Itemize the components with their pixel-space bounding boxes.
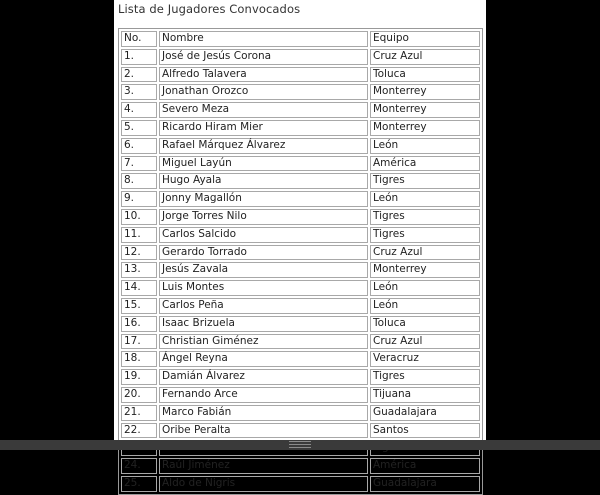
- cell-team: Guadalajara: [370, 405, 480, 421]
- table-row: [121, 156, 480, 172]
- table-row: [121, 334, 480, 350]
- cell-name: Ángel Reyna: [159, 351, 368, 367]
- cell-name: Damián Álvarez: [159, 369, 368, 385]
- cell-name: Severo Meza: [159, 102, 368, 118]
- cell-no: 15.: [121, 298, 157, 314]
- cell-no: 18.: [121, 351, 157, 367]
- cell-no: 19.: [121, 369, 157, 385]
- cell-name: Jonny Magallón: [159, 191, 368, 207]
- table-row: [121, 476, 480, 492]
- cell-name: Ricardo Hiram Mier: [159, 120, 368, 136]
- cell-no: 13.: [121, 262, 157, 278]
- cell-no: 7.: [121, 156, 157, 172]
- cell-name: José de Jesús Corona: [159, 49, 368, 65]
- cell-team: América: [370, 458, 480, 474]
- cell-name: Jorge Torres Nilo: [159, 209, 368, 225]
- cell-name: Isaac Brizuela: [159, 316, 368, 332]
- cell-team: Cruz Azul: [370, 334, 480, 350]
- cell-team: Cruz Azul: [370, 245, 480, 261]
- cell-no: 6.: [121, 138, 157, 154]
- cell-team: Monterrey: [370, 102, 480, 118]
- table-row: [121, 423, 480, 439]
- table-row: [121, 458, 480, 474]
- cell-name: Miguel Layún: [159, 156, 368, 172]
- cell-name: Alfredo Talavera: [159, 67, 368, 83]
- cell-no: 12.: [121, 245, 157, 261]
- cell-team: León: [370, 280, 480, 296]
- cell-no: 8.: [121, 173, 157, 189]
- header-no: No.: [121, 31, 157, 47]
- cell-name: Luis Montes: [159, 280, 368, 296]
- table-row: [121, 280, 480, 296]
- cell-team: Monterrey: [370, 84, 480, 100]
- cell-name: Oribe Peralta: [159, 423, 368, 439]
- table-row: [121, 351, 480, 367]
- cell-team: Tigres: [370, 173, 480, 189]
- table-row: [121, 138, 480, 154]
- table-row: [121, 369, 480, 385]
- table-row: [121, 209, 480, 225]
- cell-name: Marco Fabián: [159, 405, 368, 421]
- cell-name: Jonathan Orozco: [159, 84, 368, 100]
- table-row: [121, 84, 480, 100]
- cell-no: 16.: [121, 316, 157, 332]
- cell-no: 4.: [121, 102, 157, 118]
- cell-no: 17.: [121, 334, 157, 350]
- table-row: [121, 298, 480, 314]
- cell-team: Cruz Azul: [370, 49, 480, 65]
- cell-team: América: [370, 156, 480, 172]
- cell-no: 22.: [121, 423, 157, 439]
- cell-team: Tigres: [370, 369, 480, 385]
- cell-no: 21.: [121, 405, 157, 421]
- cell-team: Tigres: [370, 209, 480, 225]
- document-page: [114, 0, 486, 489]
- table-row: [121, 387, 480, 403]
- table-row: [121, 227, 480, 243]
- cell-name: Hugo Ayala: [159, 173, 368, 189]
- cell-no: 2.: [121, 67, 157, 83]
- cell-no: 24.: [121, 458, 157, 474]
- table-row: [121, 49, 480, 65]
- cell-team: León: [370, 298, 480, 314]
- table-row: [121, 102, 480, 118]
- cell-no: 9.: [121, 191, 157, 207]
- table-row: [121, 405, 480, 421]
- cell-team: Tigres: [370, 227, 480, 243]
- cell-team: León: [370, 191, 480, 207]
- cell-name: Rafael Márquez Álvarez: [159, 138, 368, 154]
- cell-no: 11.: [121, 227, 157, 243]
- cell-no: 25.: [121, 476, 157, 492]
- cell-no: 3.: [121, 84, 157, 100]
- cell-no: 20.: [121, 387, 157, 403]
- cell-no: 14.: [121, 280, 157, 296]
- cell-name: Jesús Zavala: [159, 262, 368, 278]
- cell-no: 10.: [121, 209, 157, 225]
- cell-name: Christian Giménez: [159, 334, 368, 350]
- table-row: [121, 262, 480, 278]
- header-team: Equipo: [370, 31, 480, 47]
- cell-name: Gerardo Torrado: [159, 245, 368, 261]
- cell-team: Toluca: [370, 67, 480, 83]
- table-row: [121, 173, 480, 189]
- cell-team: Monterrey: [370, 120, 480, 136]
- table-row: [121, 67, 480, 83]
- cell-no: 5.: [121, 120, 157, 136]
- table-row: [121, 245, 480, 261]
- page-title: Lista de Jugadores Convocados: [118, 2, 301, 16]
- cell-name: Carlos Salcido: [159, 227, 368, 243]
- cell-team: León: [370, 138, 480, 154]
- cell-team: Tijuana: [370, 387, 480, 403]
- drag-handle-icon[interactable]: [289, 441, 311, 449]
- header-name: Nombre: [159, 31, 368, 47]
- cell-team: Santos: [370, 423, 480, 439]
- players-table: [118, 28, 483, 495]
- cell-team: Veracruz: [370, 351, 480, 367]
- players-table-body: [121, 31, 480, 492]
- cell-name: Raúl Jiménez: [159, 458, 368, 474]
- cell-name: Fernando Arce: [159, 387, 368, 403]
- cell-no: 1.: [121, 49, 157, 65]
- cell-team: Toluca: [370, 316, 480, 332]
- cell-name: Aldo de Nigris: [159, 476, 368, 492]
- cell-team: Monterrey: [370, 262, 480, 278]
- table-row: [121, 120, 480, 136]
- table-header-row: [121, 31, 480, 47]
- cell-team: Guadalajara: [370, 476, 480, 492]
- table-row: [121, 191, 480, 207]
- cell-name: Carlos Peña: [159, 298, 368, 314]
- table-row: [121, 316, 480, 332]
